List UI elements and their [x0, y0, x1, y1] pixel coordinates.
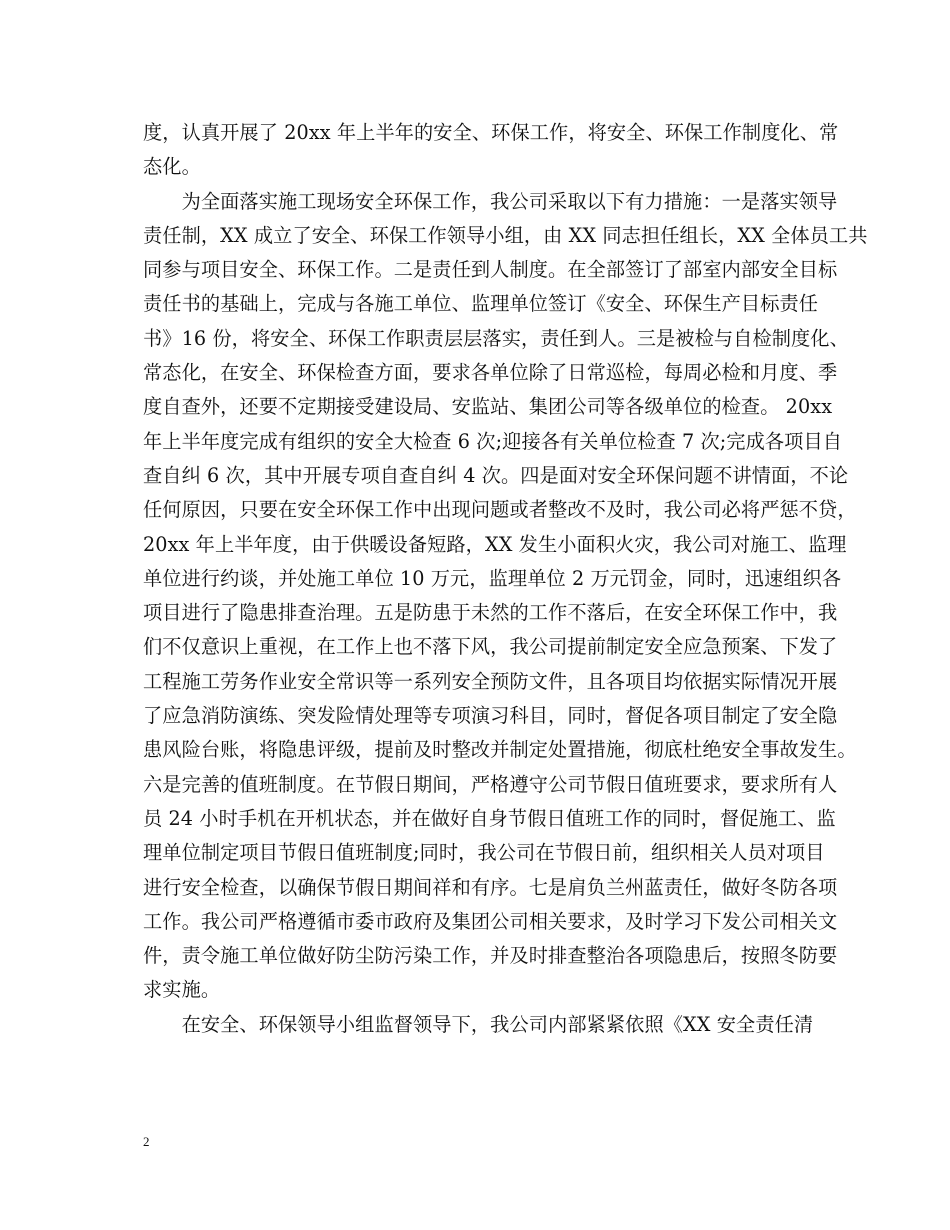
text-line: 在安全、环保领导小组监督领导下，我公司内部紧紧依照《XX 安全责任清 [143, 1013, 814, 1036]
text-line: 六是完善的值班制度。在节假日期间，严格遵守公司节假日值班要求，要求所有人 [143, 773, 838, 796]
text-line: 书》16 份，将安全、环保工作职责层层落实，责任到人。三是被检与自检制度化、 [143, 327, 849, 350]
text-line: 患风险台账，将隐患评级，提前及时整改并制定处置措施，彻底杜绝安全事故发生。 [143, 738, 857, 761]
text-line: 度，认真开展了 20xx 年上半年的安全、环保工作，将安全、环保工作制度化、常 [143, 121, 839, 144]
text-line: 们不仅意识上重视，在工作上也不落下风，我公司提前制定安全应急预案、下发了 [143, 635, 838, 658]
text-line: 工程施工劳务作业安全常识等一系列安全预防文件，且各项目均依据实际情况开展 [143, 670, 838, 693]
text-line: 为全面落实施工现场安全环保工作，我公司采取以下有力措施：一是落实领导 [143, 190, 838, 213]
text-line: 责任书的基础上，完成与各施工单位、监理单位签订《安全、环保生产目标责任 [143, 292, 819, 315]
text-line: 员 24 小时手机在开机状态，并在做好自身节假日值班工作的同时，督促施工、监 [143, 807, 836, 830]
page-number: 2 [143, 1134, 150, 1149]
text-line: 进行安全检查，以确保节假日期间祥和有序。七是肩负兰州蓝责任，做好冬防各项 [143, 876, 838, 899]
text-line: 20xx 年上半年度，由于供暖设备短路，XX 发生小面积火灾，我公司对施工、监理 [143, 533, 847, 556]
text-line: 同参与项目安全、环保工作。二是责任到人制度。在全部签订了部室内部安全目标 [143, 258, 838, 281]
text-line: 度自查外，还要不定期接受建设局、安监站、集团公司等各级单位的检查。 20xx [143, 395, 833, 418]
text-line: 任何原因，只要在安全环保工作中出现问题或者整改不及时，我公司必将严惩不贷， [143, 498, 857, 521]
text-line: 常态化，在安全、环保检查方面，要求各单位除了日常巡检，每周必检和月度、季 [143, 361, 838, 384]
text-line: 项目进行了隐患排查治理。五是防患于未然的工作不落后，在安全环保工作中，我 [143, 601, 838, 624]
text-line: 工作。我公司严格遵循市委市政府及集团公司相关要求，及时学习下发公司相关文 [143, 910, 838, 933]
text-line: 件，责令施工单位做好防尘防污染工作，并及时排查整治各项隐患后，按照冬防要 [143, 944, 838, 967]
text-line: 查自纠 6 次，其中开展专项自查自纠 4 次。四是面对安全环保问题不讲情面，不论 [143, 464, 849, 487]
text-line: 责任制，XX 成立了安全、环保工作领导小组，由 XX 同志担任组长，XX 全体员工共 [143, 224, 868, 247]
text-line: 年上半年度完成有组织的安全大检查 6 次;迎接各有关单位检查 7 次;完成各项目自 [143, 430, 843, 453]
text-line: 了应急消防演练、突发险情处理等专项演习科目，同时，督促各项目制定了安全隐 [143, 704, 838, 727]
text-line: 态化。 [143, 155, 201, 178]
text-line: 理单位制定项目节假日值班制度;同时，我公司在节假日前，组织相关人员对项目 [143, 841, 825, 864]
text-line: 单位进行约谈，并处施工单位 10 万元，监理单位 2 万元罚金，同时，迅速组织各 [143, 567, 842, 590]
text-line: 求实施。 [143, 978, 221, 1001]
